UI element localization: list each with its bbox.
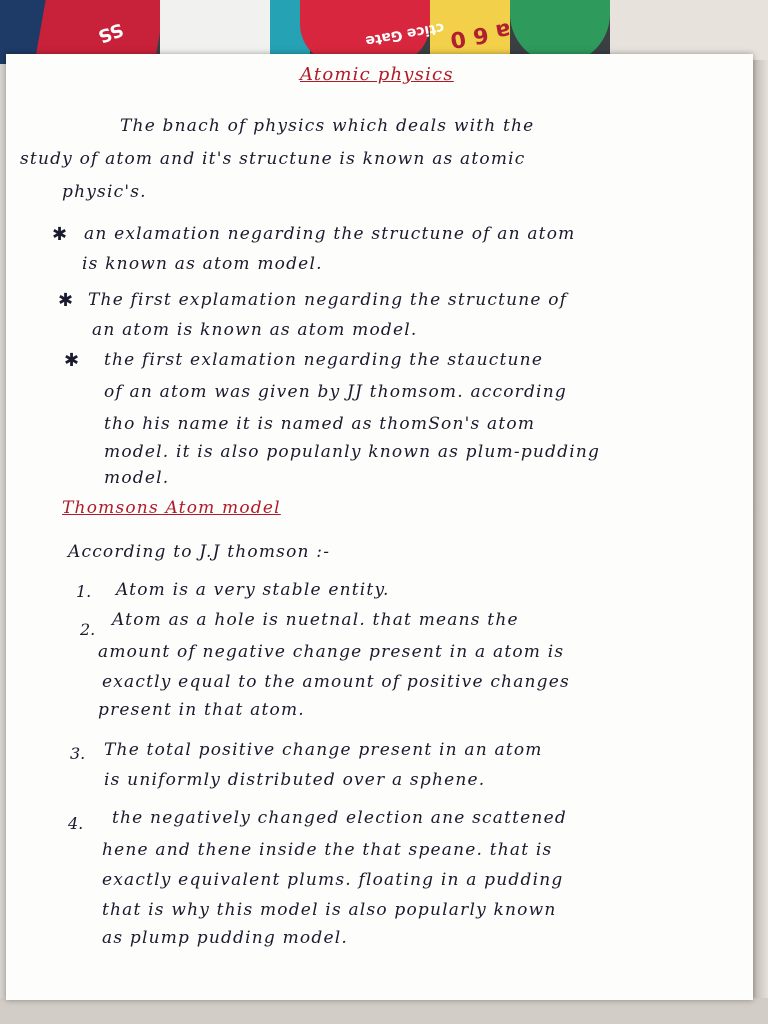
bullet-line: is known as atom model. [82, 254, 323, 274]
point-line: that is why this model is also popularly known [102, 900, 557, 920]
bullet-line: model. it is also populanly known as plum-pudding [104, 442, 601, 462]
point-line: Atom is a very stable entity. [116, 580, 390, 600]
point-line: Atom as a hole is nuetnal. that means the [112, 610, 519, 630]
point-line: hene and thene inside the that speane. that is [102, 840, 553, 860]
page-title: Atomic physics [300, 64, 454, 85]
bullet-line: an exlamation negarding the structune of an atom [84, 224, 576, 244]
point-line: amount of negative change present in a atom is [98, 642, 565, 662]
bullet-line: the first exlamation negarding the stauctune [104, 350, 544, 370]
desk-surface [0, 998, 768, 1024]
according-line: According to J.J thomson :- [68, 542, 331, 562]
intro-line: physic's. [62, 182, 147, 202]
book-spine-text: a 6 0 [448, 16, 513, 53]
bullet-line: an atom is known as atom model. [92, 320, 418, 340]
point-line: the negatively changed election ane scattened [112, 808, 567, 828]
asterisk-bullet-icon: ✱ [64, 350, 80, 371]
bullet-line: The first explamation negarding the structune of [88, 290, 568, 310]
point-line: as plump pudding model. [102, 928, 348, 948]
bullet-line: model. [104, 468, 170, 488]
point-line: The total positive change present in an atom [104, 740, 543, 760]
point-number: 4. [68, 814, 84, 833]
point-line: exactly equivalent plums. floating in a pudding [102, 870, 564, 890]
notebook-page [6, 54, 753, 1000]
asterisk-bullet-icon: ✱ [52, 224, 68, 245]
asterisk-bullet-icon: ✱ [58, 290, 74, 311]
point-line: present in that atom. [98, 700, 305, 720]
point-number: 3. [70, 744, 86, 763]
point-line: exactly equal to the amount of positive changes [102, 672, 570, 692]
bullet-line: of an atom was given by JJ thomsom. according [104, 382, 567, 402]
bullet-line: tho his name it is named as thomSon's atom [104, 414, 536, 434]
intro-line: The bnach of physics which deals with the [120, 116, 535, 136]
book-spine-text: ctice Gate [364, 19, 446, 49]
point-line: is uniformly distributed over a sphene. [104, 770, 486, 790]
desk-shadow [752, 60, 768, 1024]
intro-line: study of atom and it's structune is known as atomic [20, 149, 526, 169]
section-heading: Thomsons Atom model [62, 498, 281, 518]
point-number: 2. [80, 620, 96, 639]
point-number: 1. [76, 582, 92, 601]
book-spine-text: SS [95, 18, 126, 47]
